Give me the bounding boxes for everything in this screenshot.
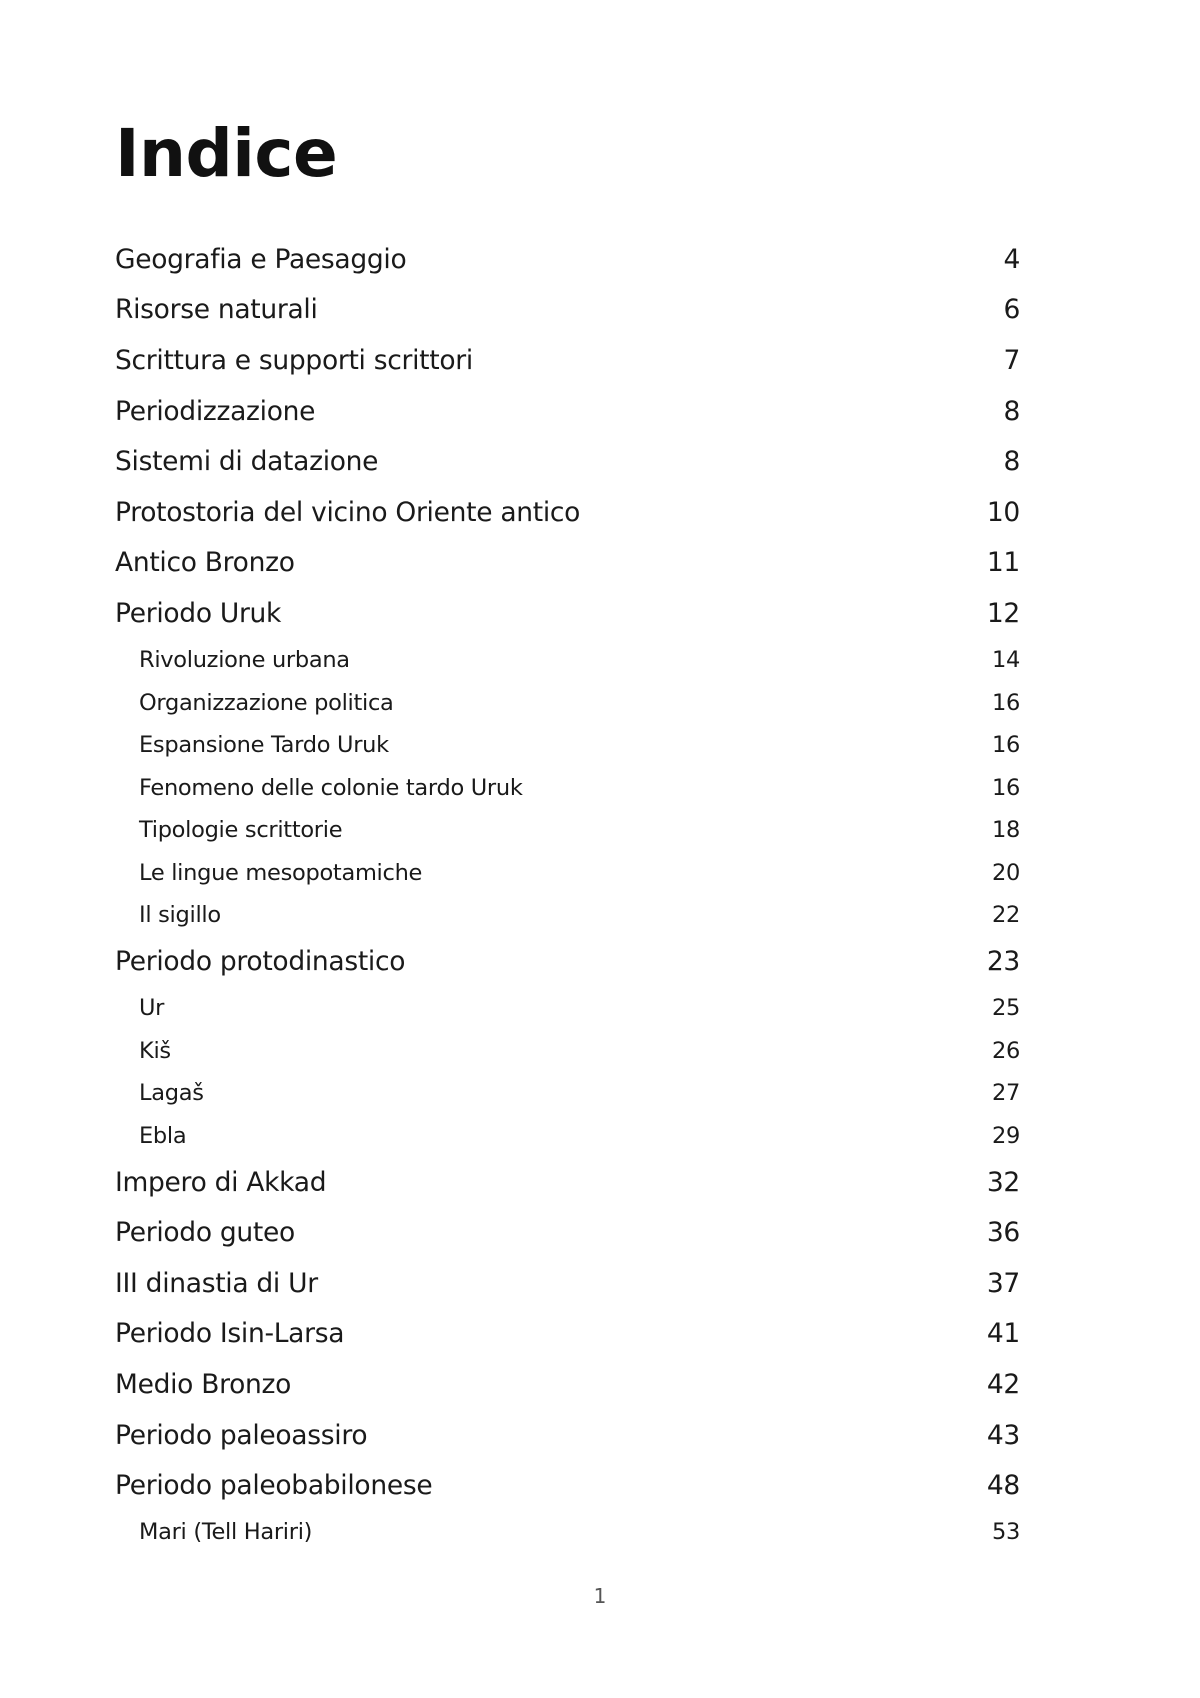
toc-subentry[interactable] — [115, 851, 1020, 894]
toc-entry-page-number: 42 — [986, 1369, 1020, 1401]
toc-entry-label: Organizzazione politica — [139, 689, 394, 716]
toc-entry-page-number: 53 — [991, 1519, 1020, 1546]
toc-entry-label: Rivoluzione urbana — [139, 647, 350, 673]
toc-subentry[interactable] — [115, 809, 1020, 852]
toc-subentry[interactable] — [115, 894, 1020, 937]
toc-entry-label: Periodo guteo — [115, 1217, 295, 1249]
toc-subentry[interactable] — [115, 1072, 1020, 1115]
toc-entry-label: Espansione Tardo Uruk — [139, 732, 389, 758]
table-of-contents — [115, 234, 1020, 1554]
toc-entry[interactable] — [115, 386, 1020, 437]
toc-entry-page-number: 8 — [1003, 395, 1020, 427]
toc-entry-label: Periodo Isin-Larsa — [115, 1318, 345, 1350]
toc-subentry[interactable] — [115, 1114, 1020, 1157]
toc-entry-label: Impero di Akkad — [115, 1166, 327, 1198]
toc-subentry[interactable] — [115, 766, 1020, 809]
toc-entry-page-number: 8 — [1003, 446, 1020, 478]
toc-entry[interactable] — [115, 1309, 1020, 1360]
toc-entry-page-number: 10 — [986, 496, 1020, 528]
toc-entry-label: Scrittura e supporti scrittori — [115, 344, 473, 376]
toc-entry-label: Risorse naturali — [115, 294, 318, 326]
toc-entry-label: Ur — [139, 995, 165, 1022]
toc-entry-page-number: 4 — [1003, 243, 1020, 275]
toc-entry-page-number: 26 — [991, 1037, 1020, 1064]
toc-subentry[interactable] — [115, 1029, 1020, 1072]
toc-entry-label: Periodo protodinastico — [115, 946, 406, 978]
toc-entry[interactable] — [115, 436, 1020, 487]
toc-entry-page-number: 16 — [991, 732, 1020, 758]
toc-entry-page-number: 20 — [991, 859, 1020, 886]
toc-entry-page-number: 41 — [986, 1318, 1020, 1350]
toc-entry-page-number: 25 — [991, 995, 1020, 1022]
toc-entry[interactable] — [115, 1359, 1020, 1410]
toc-entry-page-number: 37 — [986, 1267, 1020, 1299]
toc-entry[interactable] — [115, 285, 1020, 336]
toc-entry-label: Antico Bronzo — [115, 547, 295, 579]
toc-entry-label: Periodo Uruk — [115, 597, 282, 629]
toc-entry-page-number: 43 — [986, 1419, 1020, 1451]
toc-entry-page-number: 23 — [986, 946, 1020, 978]
toc-entry-label: Ebla — [139, 1122, 187, 1149]
toc-entry-label: Tipologie scrittorie — [139, 817, 343, 843]
toc-entry-page-number: 27 — [991, 1080, 1020, 1107]
page-number: 1 — [593, 1584, 607, 1608]
toc-entry-label: Protostoria del vicino Oriente antico — [115, 496, 581, 528]
toc-entry[interactable] — [115, 588, 1020, 639]
toc-entry[interactable] — [115, 1258, 1020, 1309]
toc-entry[interactable] — [115, 1410, 1020, 1461]
toc-entry-page-number: 16 — [991, 774, 1020, 801]
toc-entry[interactable] — [115, 234, 1020, 285]
toc-entry[interactable] — [115, 538, 1020, 589]
toc-subentry[interactable] — [115, 681, 1020, 724]
toc-entry-page-number: 11 — [986, 547, 1020, 579]
toc-entry-label: Il sigillo — [139, 902, 221, 928]
toc-entry-label: Medio Bronzo — [115, 1369, 292, 1401]
toc-subentry[interactable] — [115, 724, 1020, 767]
toc-entry-page-number: 48 — [986, 1470, 1020, 1502]
toc-entry[interactable] — [115, 487, 1020, 538]
toc-entry-page-number: 29 — [991, 1122, 1020, 1149]
toc-entry-label: Periodizzazione — [115, 395, 316, 427]
toc-entry-page-number: 18 — [991, 817, 1020, 843]
toc-entry-label: Kiš — [139, 1037, 171, 1064]
toc-entry-label: Lagaš — [139, 1080, 204, 1107]
toc-entry-page-number: 12 — [986, 597, 1020, 629]
page-title: Indice — [115, 115, 338, 192]
toc-entry-label: Fenomeno delle colonie tardo Uruk — [139, 774, 523, 801]
toc-entry-label: Le lingue mesopotamiche — [139, 859, 423, 886]
toc-entry[interactable] — [115, 1460, 1020, 1511]
toc-entry-page-number: 16 — [991, 689, 1020, 716]
toc-subentry[interactable] — [115, 639, 1020, 682]
toc-entry-page-number: 22 — [991, 902, 1020, 928]
toc-entry[interactable] — [115, 1157, 1020, 1208]
toc-entry-label: Periodo paleoassiro — [115, 1419, 368, 1451]
toc-subentry[interactable] — [115, 987, 1020, 1030]
toc-entry-page-number: 14 — [991, 647, 1020, 673]
toc-entry[interactable] — [115, 936, 1020, 987]
toc-entry-label: Sistemi di datazione — [115, 446, 379, 478]
toc-entry-page-number: 32 — [986, 1166, 1020, 1198]
toc-entry[interactable] — [115, 1207, 1020, 1258]
toc-entry-label: Geografia e Paesaggio — [115, 243, 407, 275]
toc-subentry[interactable] — [115, 1511, 1020, 1554]
toc-entry-label: III dinastia di Ur — [115, 1267, 318, 1299]
toc-entry-label: Mari (Tell Hariri) — [139, 1519, 313, 1546]
toc-entry-page-number: 36 — [986, 1217, 1020, 1249]
toc-entry-label: Periodo paleobabilonese — [115, 1470, 433, 1502]
toc-entry[interactable] — [115, 335, 1020, 386]
toc-entry-page-number: 7 — [1003, 344, 1020, 376]
toc-entry-page-number: 6 — [1003, 294, 1020, 326]
